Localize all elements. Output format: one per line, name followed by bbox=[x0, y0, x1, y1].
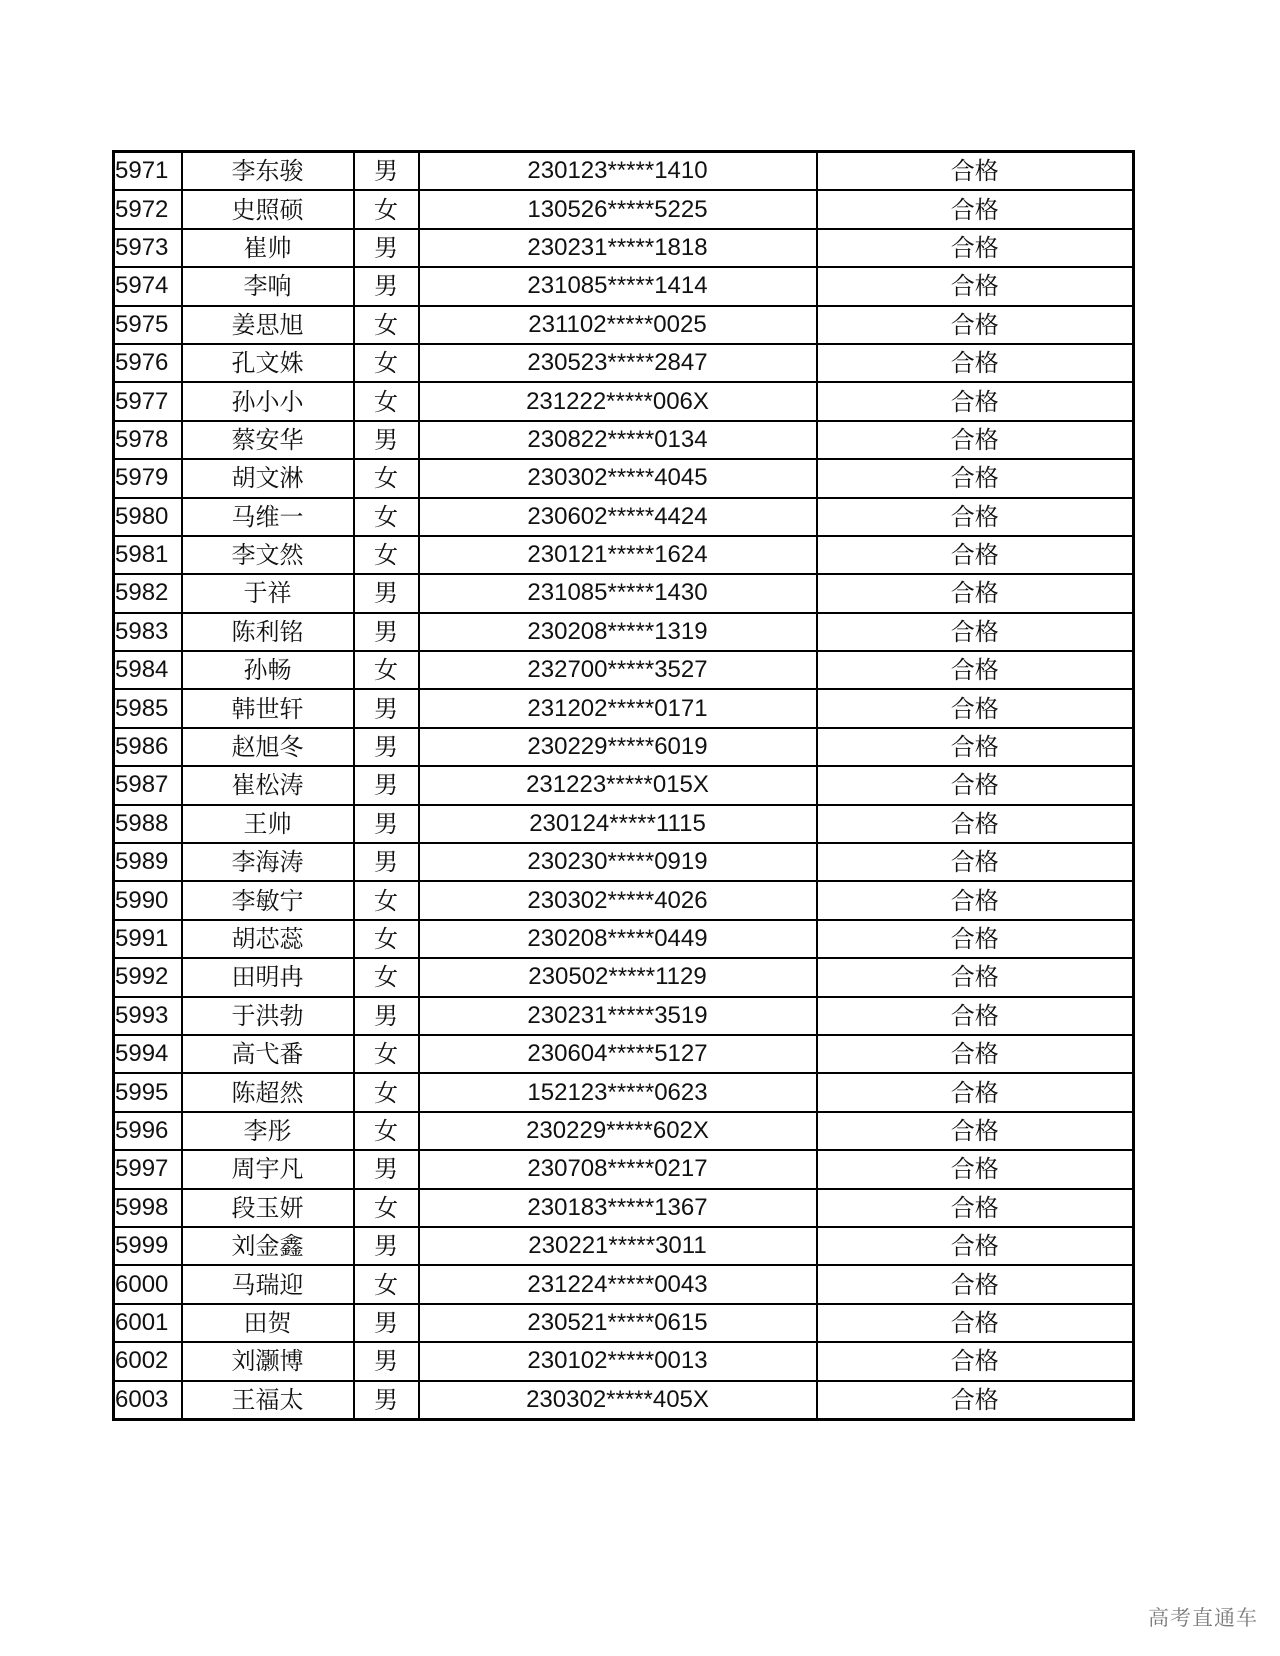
row-number-cell: 6003 bbox=[114, 1381, 182, 1420]
name-cell: 李海涛 bbox=[182, 843, 354, 881]
gender-cell: 男 bbox=[354, 152, 419, 191]
id-number-cell: 230502*****1129 bbox=[419, 958, 817, 996]
gender-cell: 男 bbox=[354, 1304, 419, 1342]
gender-cell: 女 bbox=[354, 344, 419, 382]
name-cell: 李响 bbox=[182, 267, 354, 305]
name-cell: 蔡安华 bbox=[182, 421, 354, 459]
id-number-cell: 230229*****602X bbox=[419, 1112, 817, 1150]
result-cell: 合格 bbox=[817, 1227, 1134, 1265]
id-number-cell: 231202*****0171 bbox=[419, 689, 817, 727]
result-cell: 合格 bbox=[817, 766, 1134, 804]
row-number-cell: 5999 bbox=[114, 1227, 182, 1265]
gender-cell: 男 bbox=[354, 1150, 419, 1188]
gender-cell: 女 bbox=[354, 1265, 419, 1303]
table-row bbox=[114, 498, 1134, 536]
table-row bbox=[114, 920, 1134, 958]
table-row bbox=[114, 459, 1134, 497]
id-number-cell: 231085*****1430 bbox=[419, 574, 817, 612]
gender-cell: 女 bbox=[354, 958, 419, 996]
id-number-cell: 230302*****405X bbox=[419, 1381, 817, 1420]
name-cell: 李敏宁 bbox=[182, 881, 354, 919]
row-number-cell: 6000 bbox=[114, 1265, 182, 1303]
name-cell: 田贺 bbox=[182, 1304, 354, 1342]
result-cell: 合格 bbox=[817, 190, 1134, 228]
name-cell: 王福太 bbox=[182, 1381, 354, 1420]
id-number-cell: 230231*****3519 bbox=[419, 997, 817, 1035]
row-number-cell: 5987 bbox=[114, 766, 182, 804]
row-number-cell: 5975 bbox=[114, 306, 182, 344]
table-row bbox=[114, 1265, 1134, 1303]
name-cell: 孙小小 bbox=[182, 382, 354, 420]
id-number-cell: 231224*****0043 bbox=[419, 1265, 817, 1303]
table-row bbox=[114, 536, 1134, 574]
id-number-cell: 230521*****0615 bbox=[419, 1304, 817, 1342]
table-row bbox=[114, 1112, 1134, 1150]
id-number-cell: 232700*****3527 bbox=[419, 651, 817, 689]
table-row bbox=[114, 651, 1134, 689]
gender-cell: 男 bbox=[354, 1227, 419, 1265]
id-number-cell: 230230*****0919 bbox=[419, 843, 817, 881]
gender-cell: 女 bbox=[354, 459, 419, 497]
result-cell: 合格 bbox=[817, 421, 1134, 459]
row-number-cell: 5991 bbox=[114, 920, 182, 958]
row-number-cell: 5998 bbox=[114, 1189, 182, 1227]
id-number-cell: 230302*****4026 bbox=[419, 881, 817, 919]
id-number-cell: 230604*****5127 bbox=[419, 1035, 817, 1073]
name-cell: 孙畅 bbox=[182, 651, 354, 689]
result-cell: 合格 bbox=[817, 689, 1134, 727]
row-number-cell: 5981 bbox=[114, 536, 182, 574]
result-cell: 合格 bbox=[817, 805, 1134, 843]
row-number-cell: 5977 bbox=[114, 382, 182, 420]
table-row bbox=[114, 421, 1134, 459]
name-cell: 高弋番 bbox=[182, 1035, 354, 1073]
table-row bbox=[114, 805, 1134, 843]
result-cell: 合格 bbox=[817, 613, 1134, 651]
row-number-cell: 5971 bbox=[114, 152, 182, 191]
gender-cell: 女 bbox=[354, 306, 419, 344]
id-number-cell: 231102*****0025 bbox=[419, 306, 817, 344]
row-number-cell: 5986 bbox=[114, 728, 182, 766]
result-cell: 合格 bbox=[817, 881, 1134, 919]
name-cell: 马维一 bbox=[182, 498, 354, 536]
row-number-cell: 5996 bbox=[114, 1112, 182, 1150]
row-number-cell: 5994 bbox=[114, 1035, 182, 1073]
table-row bbox=[114, 1073, 1134, 1111]
row-number-cell: 5988 bbox=[114, 805, 182, 843]
name-cell: 马瑞迎 bbox=[182, 1265, 354, 1303]
table-row bbox=[114, 382, 1134, 420]
table-row bbox=[114, 766, 1134, 804]
result-cell: 合格 bbox=[817, 152, 1134, 191]
gender-cell: 男 bbox=[354, 1342, 419, 1380]
gender-cell: 女 bbox=[354, 1073, 419, 1111]
gender-cell: 女 bbox=[354, 881, 419, 919]
name-cell: 姜思旭 bbox=[182, 306, 354, 344]
id-number-cell: 230221*****3011 bbox=[419, 1227, 817, 1265]
row-number-cell: 5989 bbox=[114, 843, 182, 881]
id-number-cell: 231222*****006X bbox=[419, 382, 817, 420]
row-number-cell: 5983 bbox=[114, 613, 182, 651]
name-cell: 崔帅 bbox=[182, 229, 354, 267]
result-cell: 合格 bbox=[817, 651, 1134, 689]
gender-cell: 男 bbox=[354, 267, 419, 305]
gender-cell: 男 bbox=[354, 728, 419, 766]
gender-cell: 男 bbox=[354, 805, 419, 843]
gender-cell: 男 bbox=[354, 613, 419, 651]
row-number-cell: 5997 bbox=[114, 1150, 182, 1188]
row-number-cell: 5993 bbox=[114, 997, 182, 1035]
id-number-cell: 230208*****1319 bbox=[419, 613, 817, 651]
result-cell: 合格 bbox=[817, 536, 1134, 574]
row-number-cell: 5979 bbox=[114, 459, 182, 497]
table-row bbox=[114, 1227, 1134, 1265]
table-row bbox=[114, 229, 1134, 267]
name-cell: 于洪勃 bbox=[182, 997, 354, 1035]
row-number-cell: 5972 bbox=[114, 190, 182, 228]
gender-cell: 男 bbox=[354, 421, 419, 459]
name-cell: 段玉妍 bbox=[182, 1189, 354, 1227]
name-cell: 胡芯蕊 bbox=[182, 920, 354, 958]
result-cell: 合格 bbox=[817, 1189, 1134, 1227]
table-row bbox=[114, 1189, 1134, 1227]
table-row bbox=[114, 958, 1134, 996]
gender-cell: 男 bbox=[354, 574, 419, 612]
id-number-cell: 231223*****015X bbox=[419, 766, 817, 804]
table-row bbox=[114, 613, 1134, 651]
gender-cell: 女 bbox=[354, 1189, 419, 1227]
result-cell: 合格 bbox=[817, 1342, 1134, 1380]
name-cell: 崔松涛 bbox=[182, 766, 354, 804]
id-number-cell: 230302*****4045 bbox=[419, 459, 817, 497]
result-cell: 合格 bbox=[817, 229, 1134, 267]
gender-cell: 女 bbox=[354, 536, 419, 574]
id-number-cell: 152123*****0623 bbox=[419, 1073, 817, 1111]
row-number-cell: 5985 bbox=[114, 689, 182, 727]
id-number-cell: 230102*****0013 bbox=[419, 1342, 817, 1380]
id-number-cell: 230208*****0449 bbox=[419, 920, 817, 958]
result-cell: 合格 bbox=[817, 267, 1134, 305]
name-cell: 周宇凡 bbox=[182, 1150, 354, 1188]
gender-cell: 女 bbox=[354, 920, 419, 958]
row-number-cell: 5976 bbox=[114, 344, 182, 382]
result-cell: 合格 bbox=[817, 1112, 1134, 1150]
row-number-cell: 5978 bbox=[114, 421, 182, 459]
name-cell: 刘灏博 bbox=[182, 1342, 354, 1380]
name-cell: 李文然 bbox=[182, 536, 354, 574]
id-number-cell: 130526*****5225 bbox=[419, 190, 817, 228]
row-number-cell: 5990 bbox=[114, 881, 182, 919]
table-row bbox=[114, 344, 1134, 382]
result-cell: 合格 bbox=[817, 958, 1134, 996]
result-cell: 合格 bbox=[817, 1304, 1134, 1342]
result-cell: 合格 bbox=[817, 920, 1134, 958]
name-cell: 王帅 bbox=[182, 805, 354, 843]
table-row bbox=[114, 1304, 1134, 1342]
name-cell: 田明冉 bbox=[182, 958, 354, 996]
table-row bbox=[114, 1150, 1134, 1188]
name-cell: 李东骏 bbox=[182, 152, 354, 191]
result-cell: 合格 bbox=[817, 1381, 1134, 1420]
result-cell: 合格 bbox=[817, 1035, 1134, 1073]
name-cell: 孔文姝 bbox=[182, 344, 354, 382]
result-cell: 合格 bbox=[817, 306, 1134, 344]
table-row bbox=[114, 997, 1134, 1035]
table-row bbox=[114, 574, 1134, 612]
gender-cell: 男 bbox=[354, 997, 419, 1035]
table-row bbox=[114, 728, 1134, 766]
row-number-cell: 5974 bbox=[114, 267, 182, 305]
name-cell: 赵旭冬 bbox=[182, 728, 354, 766]
watermark: 高考直通车 bbox=[1148, 1606, 1258, 1630]
name-cell: 陈超然 bbox=[182, 1073, 354, 1111]
id-number-cell: 230123*****1410 bbox=[419, 152, 817, 191]
table-row bbox=[114, 1381, 1134, 1420]
row-number-cell: 6002 bbox=[114, 1342, 182, 1380]
result-cell: 合格 bbox=[817, 344, 1134, 382]
row-number-cell: 5992 bbox=[114, 958, 182, 996]
table-row bbox=[114, 267, 1134, 305]
table-row bbox=[114, 881, 1134, 919]
name-cell: 胡文淋 bbox=[182, 459, 354, 497]
result-cell: 合格 bbox=[817, 1150, 1134, 1188]
result-cell: 合格 bbox=[817, 843, 1134, 881]
gender-cell: 女 bbox=[354, 382, 419, 420]
result-cell: 合格 bbox=[817, 382, 1134, 420]
id-number-cell: 230183*****1367 bbox=[419, 1189, 817, 1227]
result-cell: 合格 bbox=[817, 574, 1134, 612]
name-cell: 于祥 bbox=[182, 574, 354, 612]
gender-cell: 女 bbox=[354, 190, 419, 228]
result-cell: 合格 bbox=[817, 1073, 1134, 1111]
result-cell: 合格 bbox=[817, 459, 1134, 497]
gender-cell: 女 bbox=[354, 1112, 419, 1150]
id-number-cell: 230822*****0134 bbox=[419, 421, 817, 459]
name-cell: 韩世轩 bbox=[182, 689, 354, 727]
result-cell: 合格 bbox=[817, 728, 1134, 766]
table-row bbox=[114, 689, 1134, 727]
table-row bbox=[114, 843, 1134, 881]
table-row bbox=[114, 1342, 1134, 1380]
row-number-cell: 5995 bbox=[114, 1073, 182, 1111]
gender-cell: 男 bbox=[354, 1381, 419, 1420]
id-number-cell: 230602*****4424 bbox=[419, 498, 817, 536]
id-number-cell: 230121*****1624 bbox=[419, 536, 817, 574]
row-number-cell: 5982 bbox=[114, 574, 182, 612]
id-number-cell: 230231*****1818 bbox=[419, 229, 817, 267]
gender-cell: 女 bbox=[354, 1035, 419, 1073]
name-cell: 史照硕 bbox=[182, 190, 354, 228]
roster-table-body bbox=[114, 152, 1134, 1420]
gender-cell: 女 bbox=[354, 651, 419, 689]
id-number-cell: 230229*****6019 bbox=[419, 728, 817, 766]
name-cell: 刘金鑫 bbox=[182, 1227, 354, 1265]
row-number-cell: 5973 bbox=[114, 229, 182, 267]
id-number-cell: 231085*****1414 bbox=[419, 267, 817, 305]
table-row bbox=[114, 190, 1134, 228]
row-number-cell: 5980 bbox=[114, 498, 182, 536]
row-number-cell: 6001 bbox=[114, 1304, 182, 1342]
id-number-cell: 230124*****1115 bbox=[419, 805, 817, 843]
result-cell: 合格 bbox=[817, 997, 1134, 1035]
gender-cell: 女 bbox=[354, 498, 419, 536]
gender-cell: 男 bbox=[354, 689, 419, 727]
id-number-cell: 230708*****0217 bbox=[419, 1150, 817, 1188]
gender-cell: 男 bbox=[354, 843, 419, 881]
name-cell: 陈利铭 bbox=[182, 613, 354, 651]
roster-table bbox=[112, 150, 1135, 1421]
table-row bbox=[114, 152, 1134, 191]
name-cell: 李彤 bbox=[182, 1112, 354, 1150]
result-cell: 合格 bbox=[817, 1265, 1134, 1303]
row-number-cell: 5984 bbox=[114, 651, 182, 689]
gender-cell: 男 bbox=[354, 229, 419, 267]
gender-cell: 男 bbox=[354, 766, 419, 804]
table-row bbox=[114, 1035, 1134, 1073]
table-row bbox=[114, 306, 1134, 344]
result-cell: 合格 bbox=[817, 498, 1134, 536]
id-number-cell: 230523*****2847 bbox=[419, 344, 817, 382]
